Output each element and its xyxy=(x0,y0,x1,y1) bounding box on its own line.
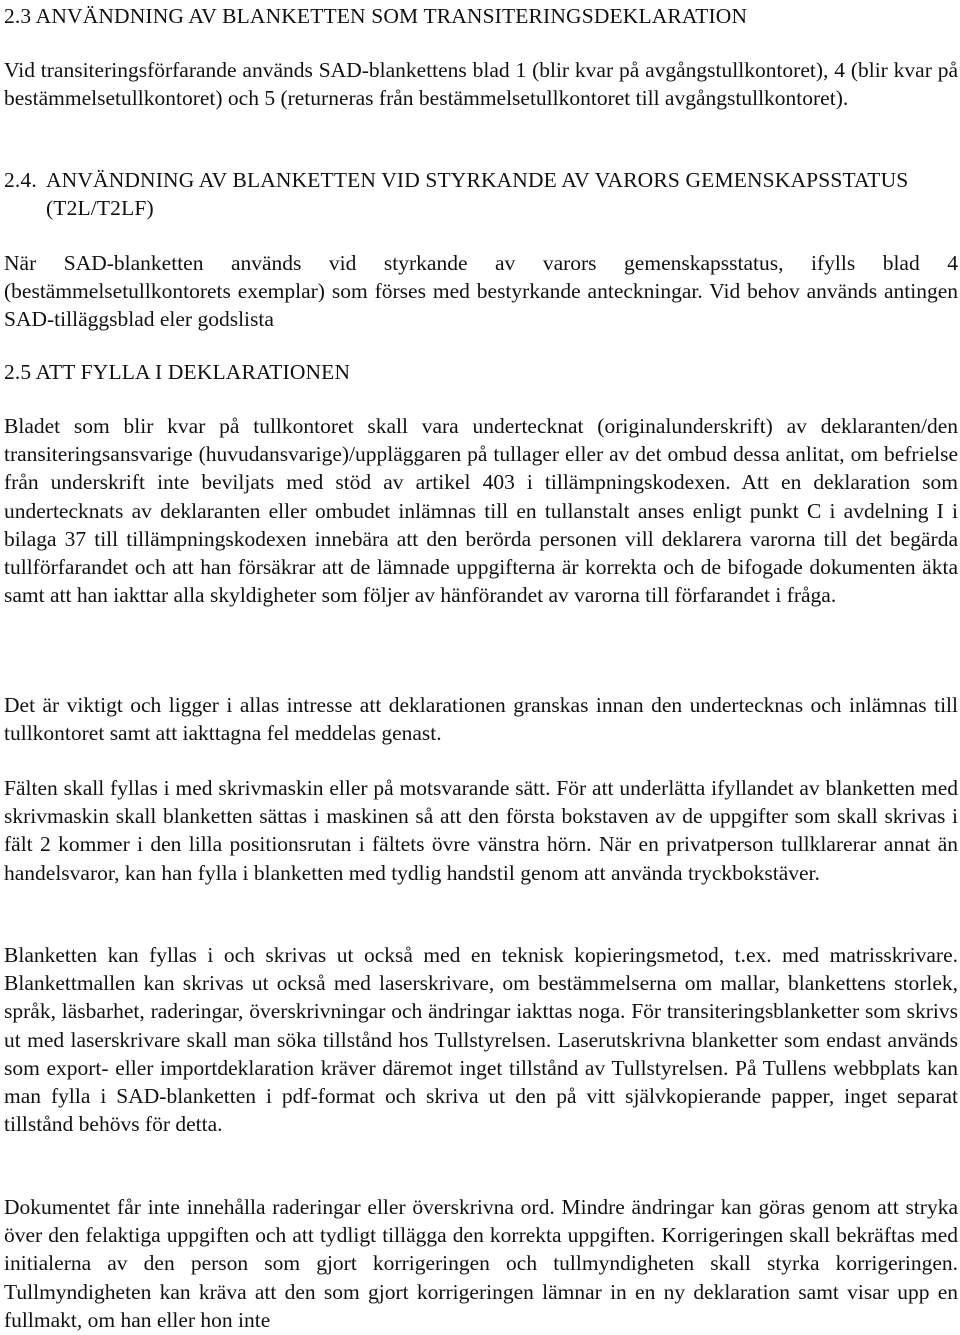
paragraph-corrections: Dokumentet får inte innehålla raderingar eller överskrivna ord. Mindre ändringar kan göras genom att stryka över den felaktiga uppgiften och att tydligt tillägga den korrekta uppgiften. Korrigeringen skall bekräftas med initialerna av den person som gjort korrigeringen och tullmyndigheten skall styrka korrigeringen. Tullmyndigheten kan kräva att den som gjort korrigeringen lämnar in en ny deklaration samt visar upp en fullmakt, om han eller hon inte xyxy=(4,1195,958,1332)
paragraph-signature: Bladet som blir kvar på tullkontoret skall vara undertecknat (originalunderskrift) av deklaranten/den transiteringsansvarige (huvudansvarige)/uppläggaren på tullager eller av det ombud dessa anlitat, om befrielse från underskrift inte beviljats med stöd av artikel 403 i tillämpningskodexen. Att en deklaration som undertecknats av deklaranten eller ombudet inlämnas till en tullanstalt anses enligt punkt C i avdelning I i bilaga 37 till tillämpningskodexen innebära att den berörda personen vill deklarera varorna till det begärda tullförfarandet och att han försäkrar att de lämnade uppgifterna är korrekta och de bifogade dokumenten äkta samt att han iakttar alla skyldigheter som följer av hänförandet av varorna till förfarandet i fråga. xyxy=(4,414,958,608)
section-heading-2-3: 2.3 ANVÄNDNING AV BLANKETTEN SOM TRANSITERINGSDEKLARATION xyxy=(4,4,748,28)
section-heading-2-4 xyxy=(4,166,958,222)
section-number: 2.4. xyxy=(4,168,37,192)
paragraph-review: Det är viktigt och ligger i allas intresse att deklarationen granskas innan den undertecknas och inlämnas till tullkontoret samt att iakttagna fel meddelas genast. xyxy=(4,693,958,746)
section-title: ANVÄNDNING AV BLANKETTEN VID STYRKANDE AV VARORS GEMENSKAPSSTATUS (T2L/T2LF) xyxy=(46,168,909,221)
section-heading-2-5: 2.5 ATT FYLLA I DEKLARATIONEN xyxy=(4,360,351,384)
paragraph-printing: Blanketten kan fyllas i och skrivas ut också med en teknisk kopieringsmetod, t.ex. med matrisskrivare. Blankettmallen kan skrivas ut också med laserskrivare, om bestämmelserna om mallar, blankettens storlek, språk, läsbarhet, raderingar, överskrivningar och ändringar iakttas noga. För transiteringsblanketter som skrivs ut med laserskrivare skall man söka tillstånd hos Tullstyrelsen. Laserutskrivna blanketter som endast används som export- eller importdeklaration kräver däremot inget tillstånd av Tullstyrelsen. På Tullens webbplats kan man fylla i SAD-blanketten i pdf-format och skriva ut den på vitt självkopierande papper, inget separat tillstånd behövs för detta. xyxy=(4,943,958,1137)
paragraph-typewriter: Fälten skall fyllas i med skrivmaskin eller på motsvarande sätt. För att underlätta ifyllandet av blanketten med skrivmaskin skall blanketten sättas i maskinen så att den första bokstaven av de uppgifter som skall skrivas i fält 2 kommer i den lilla positionsrutan i fältets övre vänstra hörn. När en privatperson tullklarerar annat än handelsvaror, kan han fylla i blanketten med tydlig handstil genom att använda tryckbokstäver. xyxy=(4,776,958,885)
paragraph-community-status: När SAD-blanketten används vid styrkande av varors gemenskapsstatus, ifylls blad 4 (bestämmelsetullkontorets exemplar) som förses med bestyrkande anteckningar. Vid behov används antingen SAD-tilläggsblad eler godslista xyxy=(4,251,958,332)
paragraph-transit-declaration: Vid transiteringsförfarande används SAD-blankettens blad 1 (blir kvar på avgångstullkontoret), 4 (blir kvar på bestämmelsetullkontoret) och 5 (returneras från bestämmelsetullkontoret till avgångstullkontoret). xyxy=(4,58,958,111)
